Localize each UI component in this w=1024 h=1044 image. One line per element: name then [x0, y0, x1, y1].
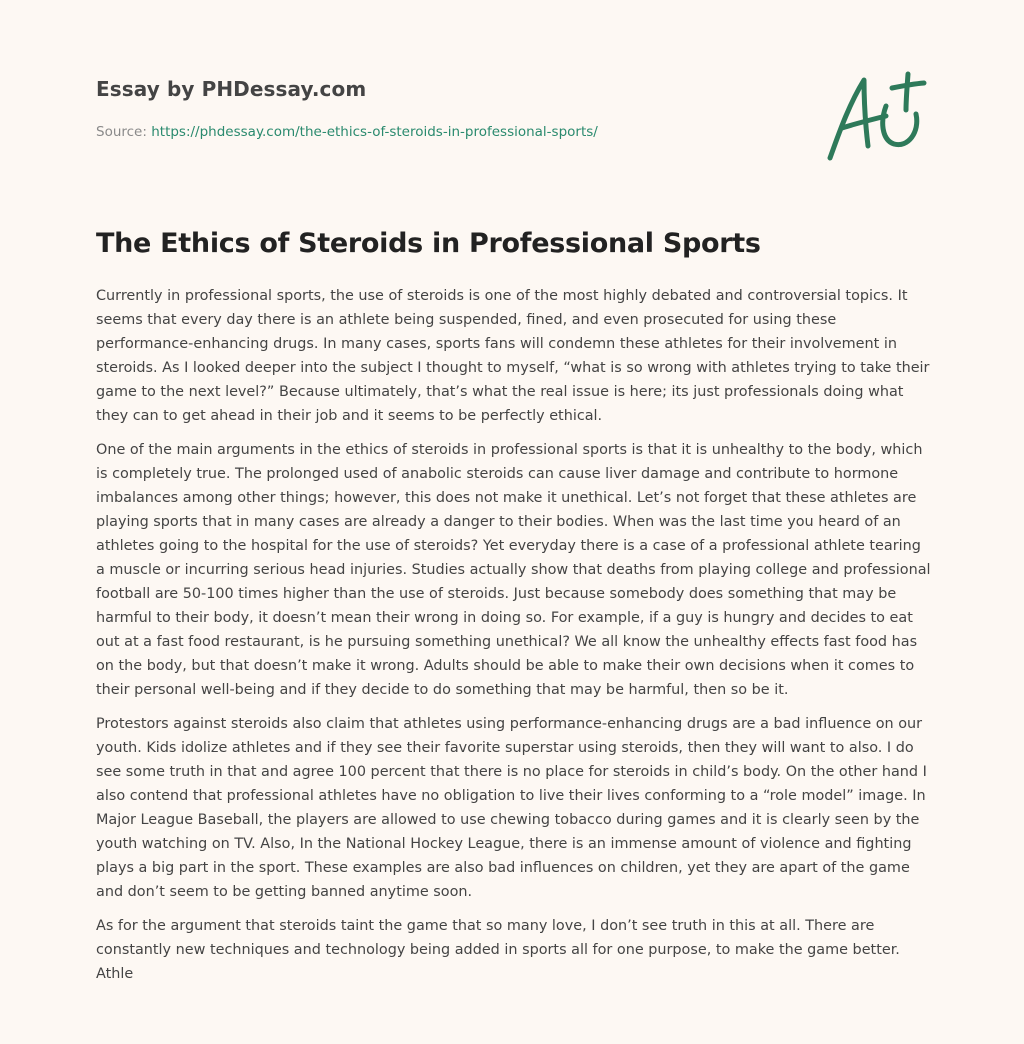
source-line — [96, 122, 796, 142]
essay-title: The Ethics of Steroids in Professional Sports — [96, 228, 761, 259]
essay-paragraph: One of the main arguments in the ethics of steroids in professional sports is that it is unhealthy to the body, which is completely true. The prolonged used of anabolic steroids can cause liver damage and contribute to hormone imbalances among other things; however, this does not make it unethical. Let’s not forget that these athletes are playing sports that in many cases are already a danger to their bodies. When was the last time you heard of an athletes going to the hospital for the use of steroids? Yet everyday there is a case of a professional athlete tearing a muscle or incurring serious head injuries. Studies actually show that deaths from playing college and professional football are 50-100 times higher than the use of steroids. Just because somebody does something that may be harmful to their body, it doesn’t mean their wrong in doing so. For example, if a guy is hungry and decides to eat out at a fast food restaurant, is he pursuing something unethical? We all know the unhealthy effects fast food has on the body, but that doesn’t make it wrong. Adults should be able to make their own decisions when it comes to their personal well-being and if they decide to do something that may be harmful, then so be it. — [96, 442, 931, 698]
essay-paragraph: Protestors against steroids also claim that athletes using performance-enhancing drugs are a bad influence on our youth. Kids idolize athletes and if they see their favorite superstar using steroids, then they will want to also. I do see some truth in that and agree 100 percent that there is no place for steroids in child’s body. On the other hand I also contend that professional athletes have no obligation to live their lives conforming to a “role model” image. In Major League Baseball, the players are allowed to use chewing tobacco during games and it is clearly seen by the youth watching on TV. Also, In the National Hockey League, there is an immense amount of violence and fighting plays a big part in the sport. These examples are also bad influences on children, yet they are apart of the game and don’t seem to be getting banned anytime soon. — [96, 716, 927, 900]
page-header — [96, 74, 796, 142]
source-link[interactable]: https://phdessay.com/the-ethics-of-steroids-in-professional-sports/ — [151, 124, 598, 140]
a-plus-logo-graphic — [820, 66, 930, 166]
a-plus-grade-icon — [820, 66, 930, 166]
source-label: Source: — [96, 124, 152, 140]
essay-paragraph: As for the argument that steroids taint the game that so many love, I don’t see truth in this at all. There are constantly new techniques and technology being added in sports all for one purpose, to make the game better. Athle — [96, 918, 900, 982]
site-brand: Essay by PHDessay.com — [96, 77, 367, 101]
essay-body — [96, 284, 932, 996]
essay-paragraph: Currently in professional sports, the use of steroids is one of the most highly debated and controversial topics. It seems that every day there is an athlete being suspended, fined, and even prosecuted for using these performance-enhancing drugs. In many cases, sports fans will condemn these athletes for their involvement in steroids. As I looked deeper into the subject I thought to myself, “what is so wrong with athletes trying to take their game to the next level?” Because ultimately, that’s what the real issue is here; its just professionals doing what they can to get ahead in their job and it seems to be perfectly ethical. — [96, 288, 930, 424]
